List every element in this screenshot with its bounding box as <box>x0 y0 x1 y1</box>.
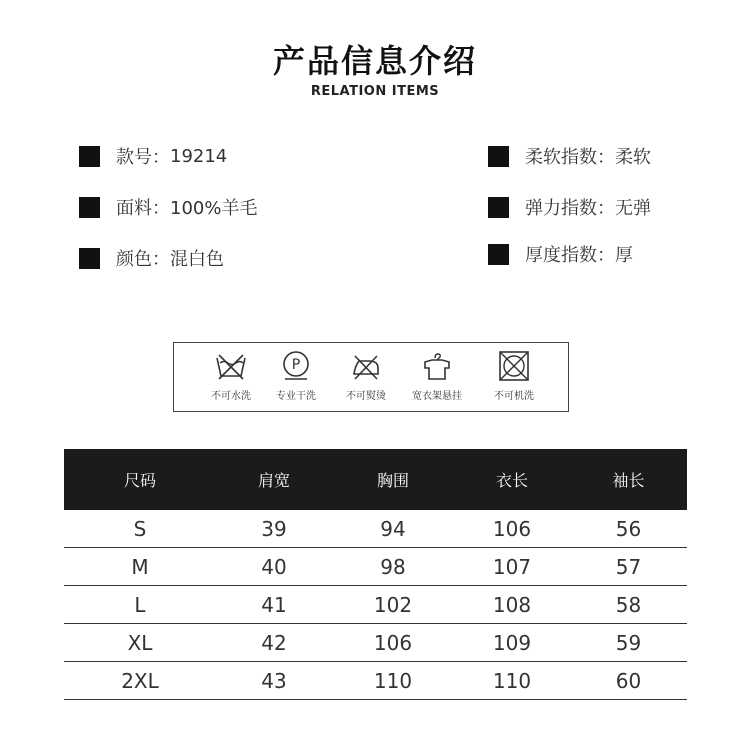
spec-label: 厚度指数： <box>525 245 615 266</box>
table-row <box>64 586 687 624</box>
table-cell: 108 <box>454 586 570 624</box>
page-subtitle: RELATION ITEMS <box>310 84 440 99</box>
table-cell: 110 <box>454 662 570 700</box>
table-cell: 102 <box>332 586 454 624</box>
spec-value: 混白色 <box>170 249 224 270</box>
spec-label: 颜色： <box>116 249 170 270</box>
table-cell: 42 <box>216 624 332 662</box>
table-cell: 39 <box>216 510 332 548</box>
table-row <box>64 624 687 662</box>
table-cell: 107 <box>454 548 570 586</box>
care-label: 宽衣架悬挂 <box>412 391 462 402</box>
care-item-no-machine-wash <box>478 351 550 402</box>
bullet-square-icon <box>488 244 509 265</box>
table-row <box>64 548 687 586</box>
spec-label: 柔软指数： <box>525 147 615 168</box>
table-cell: 2XL <box>64 662 216 700</box>
bullet-square-icon <box>79 197 100 218</box>
spec-label: 款号： <box>116 147 170 168</box>
care-label: 不可水洗 <box>211 391 251 402</box>
spec-style-number <box>79 144 227 168</box>
table-cell: 106 <box>454 510 570 548</box>
no-machine-wash-icon <box>497 351 531 381</box>
table-cell: 58 <box>570 586 687 624</box>
bullet-square-icon <box>79 146 100 167</box>
bullet-square-icon <box>488 197 509 218</box>
spec-label: 面料： <box>116 198 170 219</box>
care-label: 不可机洗 <box>494 391 534 402</box>
spec-value: 柔软 <box>615 147 651 168</box>
spec-fabric <box>79 195 257 219</box>
table-cell: 109 <box>454 624 570 662</box>
table-cell: 57 <box>570 548 687 586</box>
bullet-square-icon <box>488 146 509 167</box>
column-header-size: 尺码 <box>64 449 216 510</box>
size-chart-table <box>64 449 687 700</box>
table-cell: 98 <box>332 548 454 586</box>
table-cell: 106 <box>332 624 454 662</box>
no-water-wash-icon <box>214 351 248 381</box>
care-item-wide-hanger <box>401 351 473 402</box>
care-item-dry-clean <box>260 351 332 402</box>
table-cell: L <box>64 586 216 624</box>
wide-hanger-icon <box>420 351 454 381</box>
table-cell: M <box>64 548 216 586</box>
care-item-no-water-wash <box>195 351 267 402</box>
spec-elasticity <box>488 195 651 219</box>
care-instructions-panel <box>173 342 569 412</box>
spec-value: 无弹 <box>615 198 651 219</box>
spec-value: 100%羊毛 <box>170 198 258 219</box>
spec-value: 厚 <box>615 245 633 266</box>
spec-label: 弹力指数： <box>525 198 615 219</box>
table-row <box>64 662 687 700</box>
spec-value: 19214 <box>170 145 228 167</box>
spec-color <box>79 246 224 270</box>
column-header-shoulder: 肩宽 <box>216 449 332 510</box>
table-cell: 56 <box>570 510 687 548</box>
column-header-sleeve: 袖长 <box>570 449 687 510</box>
care-item-no-iron <box>330 351 402 402</box>
professional-dry-clean-icon <box>279 351 313 381</box>
bullet-square-icon <box>79 248 100 269</box>
table-cell: 41 <box>216 586 332 624</box>
table-cell: 94 <box>332 510 454 548</box>
table-cell: 43 <box>216 662 332 700</box>
column-header-chest: 胸围 <box>332 449 454 510</box>
table-cell: S <box>64 510 216 548</box>
no-iron-icon <box>349 351 383 381</box>
table-cell: 59 <box>570 624 687 662</box>
page-title: 产品信息介绍 <box>272 42 477 80</box>
table-cell: 60 <box>570 662 687 700</box>
care-label: 专业干洗 <box>276 391 316 402</box>
table-cell: 110 <box>332 662 454 700</box>
table-cell: 40 <box>216 548 332 586</box>
svg-text:P: P <box>291 357 301 373</box>
table-header-row <box>64 449 687 510</box>
table-row <box>64 510 687 548</box>
table-cell: XL <box>64 624 216 662</box>
spec-softness <box>488 144 651 168</box>
column-header-length: 衣长 <box>454 449 570 510</box>
care-label: 不可熨烫 <box>346 391 386 402</box>
spec-thickness <box>488 242 633 266</box>
